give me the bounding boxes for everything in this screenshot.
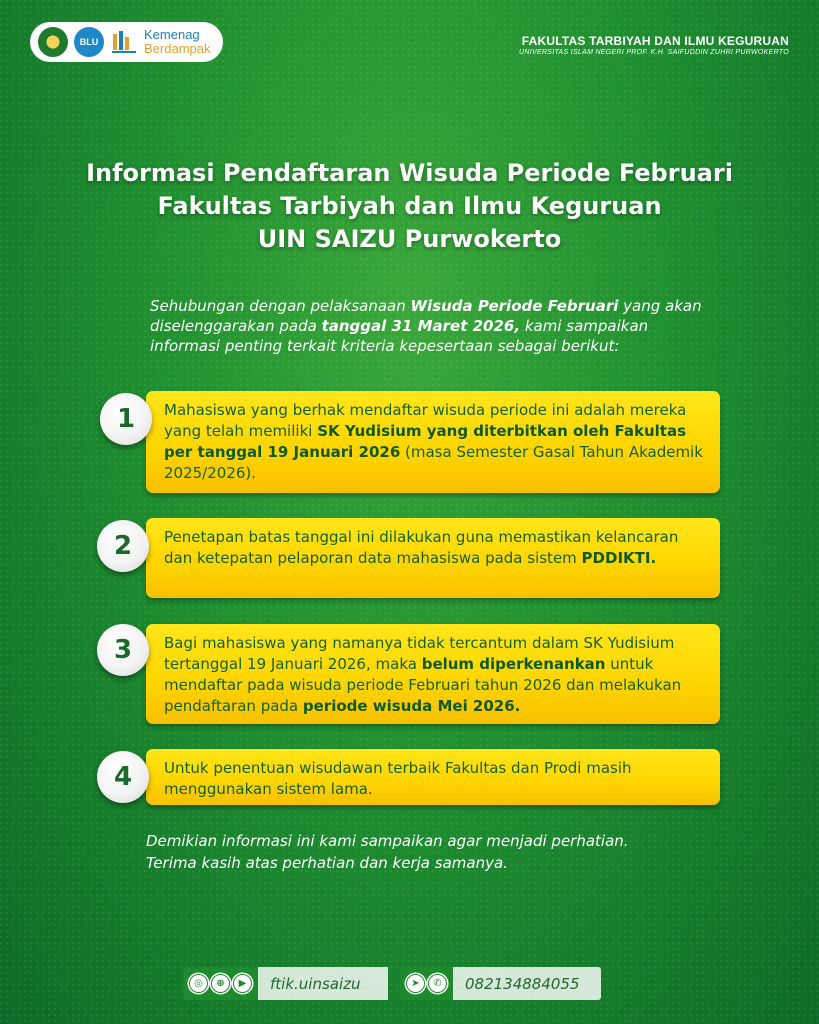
social-handle[interactable]: ftik.uinsaizu [258,967,388,1000]
faculty-header [519,34,789,56]
card-bold: PDDIKTI. [581,549,657,567]
intro-paragraph [150,296,710,356]
closing-paragraph [146,830,746,874]
title-line-2: Fakultas Tarbiyah dan Ilmu Keguruan [157,192,662,220]
card-text: Untuk penentuan wisudawan terbaik Fakultas dan Prodi masih menggunakan sistem lama. [164,759,632,798]
card-text: untuk mendaftar pada wisuda periode Februari tahun 2026 dan melakukan pendaftaran pada [164,655,682,715]
closing-line-1: Demikian informasi ini kami sampaikan agar menjadi perhatian. [146,832,629,850]
title-line-3: UIN SAIZU Purwokerto [257,225,562,253]
kemenag-label: Kemenag [144,27,200,43]
card-bold: belum diperkenankan [421,655,606,673]
blu-logo: BLU [74,27,104,57]
messaging-icons-group [400,967,453,1000]
card-text: Mahasiswa yang berhak mendaftar wisuda periode ini adalah mereka yang telah memiliki [164,401,687,440]
university-subtitle: UNIVERSITAS ISLAM NEGERI PROF. K.H. SAIFUDDIN ZUHRI PURWOKERTO [519,49,789,56]
title-line-1: Informasi Pendaftaran Wisuda Periode Februari [86,159,733,187]
kemenag-logo-icon [110,28,138,56]
youtube-icon[interactable]: ▶ [233,974,252,993]
card-text: (masa Semester Gasal Tahun Akademik 2025/2026). [164,443,703,482]
telegram-icon[interactable]: ➤ [406,974,425,993]
card-bold: SK Yudisium yang diterbitkan oleh Fakultas per tanggal 19 Januari 2026 [164,422,686,461]
card-text: Bagi mahasiswa yang namanya tidak tercantum dalam SK Yudisium tertanggal 19 Januari 2026, maka [164,634,675,673]
card-text: Penetapan batas tanggal ini dilakukan guna memastikan kelancaran dan ketepatan pelaporan data mahasiswa pada sistem [164,528,679,567]
number-badge-1: 1 [100,393,152,445]
intro-text: yang akan diselenggarakan pada [150,297,702,335]
uin-seal-icon [38,27,68,57]
info-card-2 [146,518,720,598]
info-card-3 [146,624,720,724]
intro-text: Sehubungan dengan pelaksanaan [150,297,411,315]
berdampak-label: Berdampak [144,41,211,56]
logo-bar [30,22,223,62]
number-badge-4: 4 [97,751,149,803]
intro-text: kami sampaikan informasi penting terkait kriteria kepesertaan sebagai berikut: [150,317,649,355]
page-title [0,157,819,256]
phone-number[interactable]: 082134884055 [453,967,601,1000]
kemenag-wordmark [144,28,210,55]
whatsapp-icon[interactable]: ✆ [428,974,447,993]
intro-bold: Wisuda Periode Februari [410,297,619,315]
intro-bold: tanggal 31 Maret 2026, [321,317,521,335]
web-icon[interactable]: ⊕ [211,974,230,993]
faculty-title: FAKULTAS TARBIYAH DAN ILMU KEGURUAN [521,34,789,48]
info-card-4 [146,749,720,805]
number-badge-2: 2 [97,520,149,572]
number-badge-3: 3 [97,624,149,676]
social-icons-group [183,967,258,1000]
info-card-1 [146,391,720,493]
closing-line-2: Terima kasih atas perhatian dan kerja samanya. [146,854,508,872]
card-bold: periode wisuda Mei 2026. [302,697,521,715]
contact-footer [183,967,638,1000]
instagram-icon[interactable]: ◎ [189,974,208,993]
